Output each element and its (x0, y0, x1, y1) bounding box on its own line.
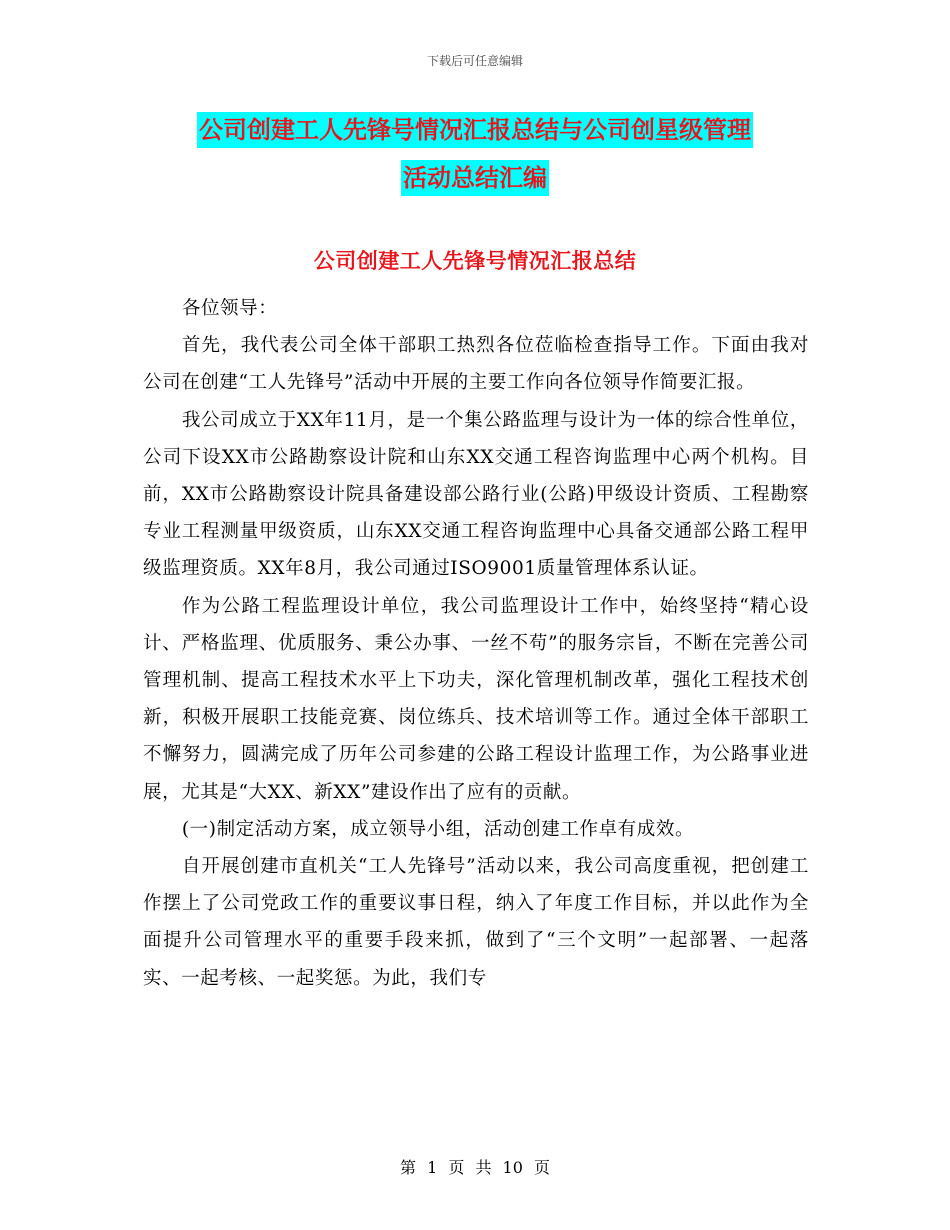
paragraph-subheading-1: (一)制定活动方案，成立领导小组，活动创建工作卓有成效。 (181, 818, 695, 840)
paragraph-salutation: 各位领导： (181, 298, 278, 319)
section-title: 公司创建工人先锋号情况汇报总结 (313, 249, 637, 273)
paragraph-intro: 首先，我代表公司全体干部职工热烈各位莅临检查指导工作。下面由我对公司在创建“工人先锋号”活动中开展的主要工作向各位领导作简要汇报。 (143, 335, 809, 394)
page-footer: 第 1 页 共 10 页 (400, 1158, 550, 1177)
document-title (0, 106, 950, 202)
paragraph-company-profile: 我公司成立于XX年11月，是一个集公路监理与设计为一体的综合性单位，公司下设XX市公路勘察设计院和山东XX交通工程咨询监理中心两个机构。目前，XX市公路勘察设计院具备建设部公路行业(公路)甲级设计资质、工程勘察专业工程测量甲级资质，山东XX交通工程咨询监理中心具备交通部公路工程甲级监理资质。XX年8月，我公司通过ISO9001质量管理体系认证。 (143, 409, 809, 580)
paragraph-service-principles: 作为公路工程监理设计单位，我公司监理设计工作中，始终坚持“精心设计、严格监理、优质服务、秉公办事、一丝不苟”的服务宗旨，不断在完善公司管理机制、提高工程技术水平上下功夫，深化管理机制改革，强化工程技术创新，积极开展职工技能竞赛、岗位练兵、技术培训等工作。通过全体干部职工不懈努力，圆满完成了历年公司参建的公路工程设计监理工作，为公路事业进展，尤其是“大XX、新XX”建设作出了应有的贡献。 (143, 595, 809, 803)
paragraph-activity-work: 自开展创建市直机关“工人先锋号”活动以来，我公司高度重视，把创建工作摆上了公司党政工作的重要议事日程，纳入了年度工作目标，并以此作为全面提升公司管理水平的重要手段来抓，做到了“三个文明”一起部署、一起落实、一起考核、一起奖惩。为此，我们专 (143, 856, 809, 989)
page-header: 下载后可任意编辑 (426, 54, 523, 68)
body-text (143, 290, 809, 997)
document-title-line-2: 活动总结汇编 (401, 160, 549, 196)
document-title-line-1: 公司创建工人先锋号情况汇报总结与公司创星级管理 (197, 112, 753, 148)
